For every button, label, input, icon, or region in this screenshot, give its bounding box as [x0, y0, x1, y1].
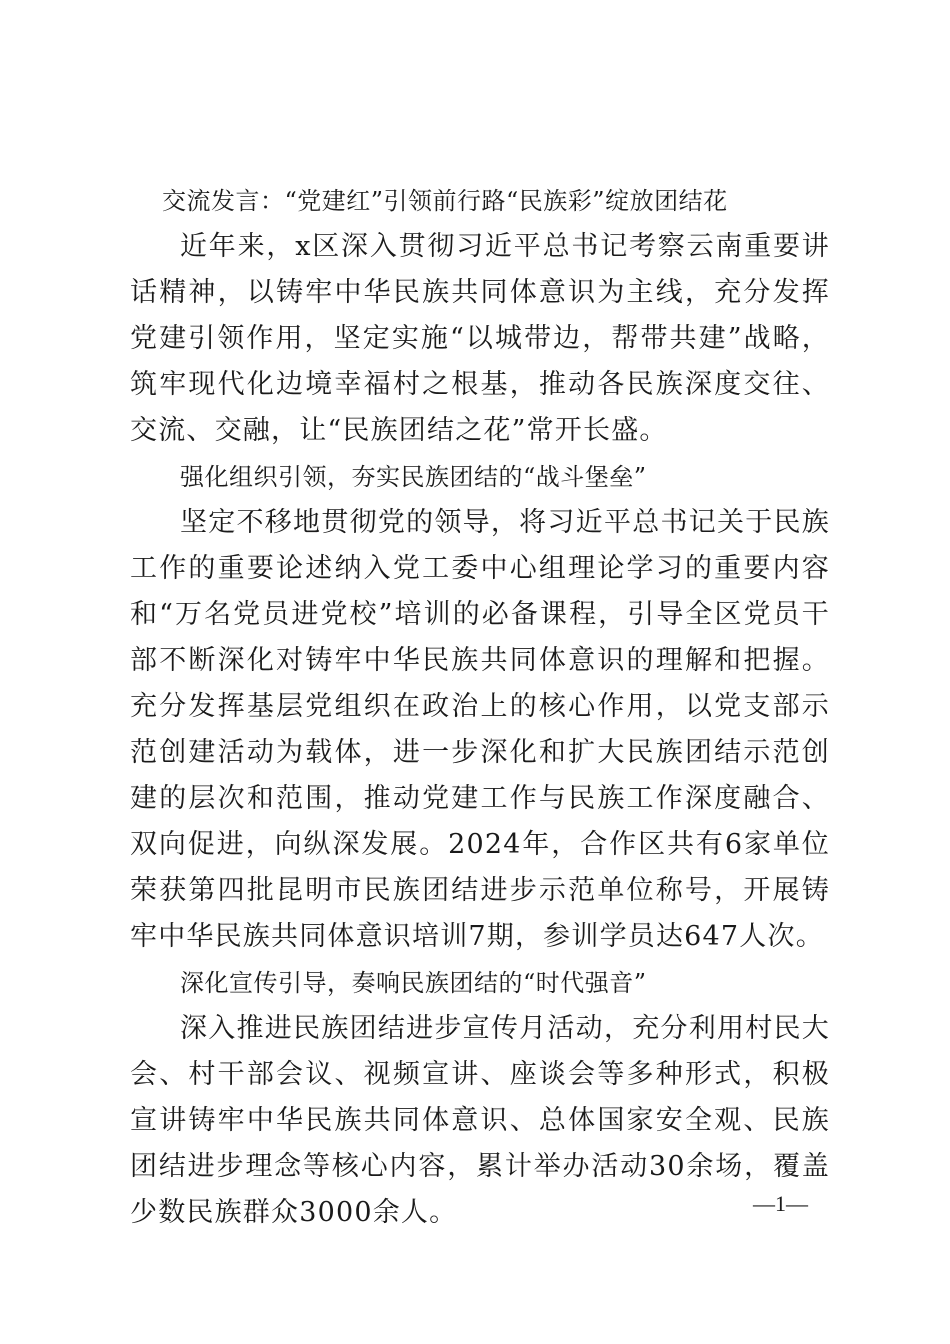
intro-paragraph: 近年来，x区深入贯彻习近平总书记考察云南重要讲话精神，以铸牢中华民族共同体意识为主线，充分发挥党建引领作用，坚定实施“以城带边，帮带共建”战略，筑牢现代化边境幸福村之根基，推动各民族深度交往、交流、交融，让“民族团结之花”常开长盛。: [130, 231, 830, 446]
section-2-heading: 深化宣传引导，奏响民族团结的“时代强音”: [180, 969, 647, 997]
document-title: 交流发言：“党建红”引领前行路“民族彩”绽放团结花: [162, 187, 728, 215]
section-1-heading: 强化组织引领，夯实民族团结的“战斗堡垒”: [180, 463, 647, 491]
section-1-paragraph: 坚定不移地贯彻党的领导，将习近平总书记关于民族工作的重要论述纳入党工委中心组理论学习的重要内容和“万名党员进党校”培训的必备课程，引导全区党员干部不断深化对铸牢中华民族共同体意识的理解和把握。充分发挥基层党组织在政治上的核心作用，以党支部示范创建活动为载体，进一步深化和扩大民族团结示范创建的层次和范围，推动党建工作与民族工作深度融合、双向促进，向纵深发展。2024年，合作区共有6家单位荣获第四批昆明市民族团结进步示范单位称号，开展铸牢中华民族共同体意识培训7期，参训学员达647人次。: [130, 507, 830, 952]
section-2-paragraph: 深入推进民族团结进步宣传月活动，充分利用村民大会、村干部会议、视频宣讲、座谈会等多种形式，积极宣讲铸牢中华民族共同体意识、总体国家安全观、民族团结进步理念等核心内容，累计举办活动30余场，覆盖少数民族群众3000余人。: [130, 1013, 830, 1228]
page-number: —1—: [753, 1191, 808, 1216]
document-body: [130, 178, 830, 1236]
